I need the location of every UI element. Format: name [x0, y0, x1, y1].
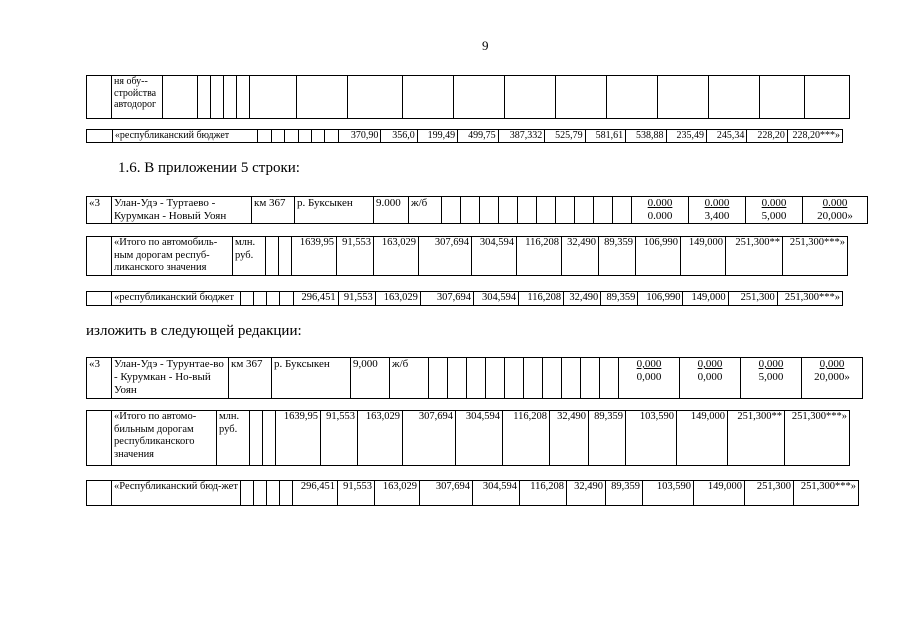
value-cell: 89,359 — [606, 481, 643, 506]
value-cell: 245,34 — [706, 130, 746, 143]
value-cell: 1639,95 — [292, 237, 337, 276]
section-heading: 1.6. В приложении 5 строки: — [118, 160, 300, 176]
value-bottom: 5,000 — [758, 371, 784, 384]
value-cell: 228,20***» — [787, 130, 842, 143]
value-cell: 89,359 — [599, 237, 636, 276]
value-cell: 32,490 — [562, 237, 599, 276]
value-cell: 91,553 — [338, 292, 375, 306]
value-cell: 370,90 — [338, 130, 381, 143]
value-cell: 387,332 — [498, 130, 545, 143]
value-cell: 32,490 — [564, 292, 601, 306]
value-cell: 116,208 — [517, 237, 562, 276]
value-bottom: 20,000» — [817, 210, 853, 223]
value-cell: 1639,95 — [276, 411, 321, 466]
value-cell: 91,553 — [338, 481, 375, 506]
value-cell: 307,694 — [420, 292, 473, 306]
budget-label: «Республиканский бюд-жет — [112, 481, 241, 506]
place-name: р. Буксыкен — [272, 358, 351, 399]
value-cell: 581,61 — [585, 130, 625, 143]
value-cell: 235,49 — [666, 130, 706, 143]
value-cell: 304,594 — [473, 481, 520, 506]
value-cell: 32,490 — [567, 481, 606, 506]
value-cell: 103,590 — [643, 481, 694, 506]
value-cell: 106,990 — [636, 237, 681, 276]
unit-label: млн. руб. — [233, 237, 266, 276]
value-bottom: 0,000 — [636, 371, 662, 384]
value-top: 0.000 — [647, 197, 673, 209]
value-cell: 304,594 — [456, 411, 503, 466]
value-cell: 116,208 — [519, 292, 564, 306]
value-bottom: 0.000 — [647, 210, 673, 223]
value-bottom: 5,000 — [761, 210, 787, 223]
value-cell: 251,300 — [745, 481, 794, 506]
value-cell: 307,694 — [403, 411, 456, 466]
table-bridge-new — [86, 357, 863, 399]
value-cell: 103,590 — [626, 411, 677, 466]
value-cell: 116,208 — [503, 411, 550, 466]
value-top: 0.000 — [704, 197, 730, 209]
value-top: 0.000 — [761, 197, 787, 209]
road-name: Улан-Удэ - Туртаево - Курумкан - Новый Уоян — [112, 197, 252, 224]
budget-label: «республиканский бюджет — [112, 292, 241, 306]
value-cell: 356,0 — [381, 130, 417, 143]
total-label: «Итого по автомобиль-ным дорогам респуб-ликанского значения — [112, 237, 233, 276]
value-cell: 89,359 — [589, 411, 626, 466]
value-cell: 106,990 — [638, 292, 683, 306]
value-cell: 32,490 — [550, 411, 589, 466]
value-cell: 149,000 — [694, 481, 745, 506]
value-cell: 251,300***» — [794, 481, 859, 506]
value-cell: 251,300 — [728, 292, 777, 306]
value-cell: 251,300***» — [785, 411, 850, 466]
value-bottom: 20,000» — [814, 371, 850, 384]
total-label: «Итого по автомо-бильным дорогам республиканского значения — [112, 411, 217, 466]
value-cell: 251,300** — [728, 411, 785, 466]
value-top: 0,000 — [697, 358, 723, 370]
value-cell: 163,029 — [375, 292, 420, 306]
value-cell: 116,208 — [520, 481, 567, 506]
row-number: «3 — [87, 358, 112, 399]
value-cell: 525,79 — [545, 130, 585, 143]
value-cell: 149,000 — [677, 411, 728, 466]
construction-type: ж/б — [390, 358, 429, 399]
table-bridge-old — [86, 196, 868, 224]
value-top: 0,000 — [636, 358, 662, 370]
value-cell: 296,451 — [293, 481, 338, 506]
value-cell: 499,75 — [458, 130, 498, 143]
table-budget-old — [86, 291, 843, 306]
value-cell: 149,000 — [683, 292, 728, 306]
value-top: 0.000 — [822, 197, 848, 209]
km-mark: км 367 — [229, 358, 272, 399]
value-cell: 199,49 — [417, 130, 457, 143]
page-number: 9 — [482, 38, 489, 53]
table-cell-name: ня обу-стройства автодорог — [112, 76, 163, 119]
value-cell: 307,694 — [420, 481, 473, 506]
value-cell: 163,029 — [375, 481, 420, 506]
length-value: 9.000 — [374, 197, 409, 224]
value-cell: 296,451 — [293, 292, 338, 306]
value-bottom: 3,400 — [704, 210, 730, 223]
value-top: 0,000 — [758, 358, 784, 370]
row-number: «3 — [87, 197, 112, 224]
road-name: Улан-Удэ - Турунтае-во - Курумкан - Но-вый Уоян — [112, 358, 229, 399]
section-heading-2: изложить в следующей редакции: — [86, 323, 302, 339]
table-total-new — [86, 410, 850, 466]
value-cell: 251,300***» — [777, 292, 842, 306]
table-fragment-top — [86, 75, 850, 119]
value-cell: 149,000 — [681, 237, 726, 276]
value-cell: 307,694 — [419, 237, 472, 276]
length-value: 9,000 — [351, 358, 390, 399]
value-cell: 304,594 — [473, 292, 518, 306]
table-budget-new — [86, 480, 859, 506]
value-cell: 538,88 — [626, 130, 666, 143]
value-cell: 89,359 — [601, 292, 638, 306]
value-bottom: 0,000 — [697, 371, 723, 384]
table-total-old — [86, 236, 848, 276]
km-mark: км 367 — [252, 197, 295, 224]
value-cell: 163,029 — [374, 237, 419, 276]
table-budget-row-1 — [86, 129, 843, 143]
value-cell: 91,553 — [337, 237, 374, 276]
value-cell: 251,300***» — [783, 237, 848, 276]
place-name: р. Буксыкен — [295, 197, 374, 224]
value-cell: 163,029 — [358, 411, 403, 466]
value-top: 0,000 — [819, 358, 845, 370]
value-cell: 304,594 — [472, 237, 517, 276]
construction-type: ж/б — [409, 197, 442, 224]
value-cell: 251,300** — [726, 237, 783, 276]
unit-label: млн. руб. — [217, 411, 250, 466]
value-cell: 91,553 — [321, 411, 358, 466]
value-cell: 228,20 — [747, 130, 787, 143]
budget-label: «республиканский бюджет — [112, 130, 257, 143]
